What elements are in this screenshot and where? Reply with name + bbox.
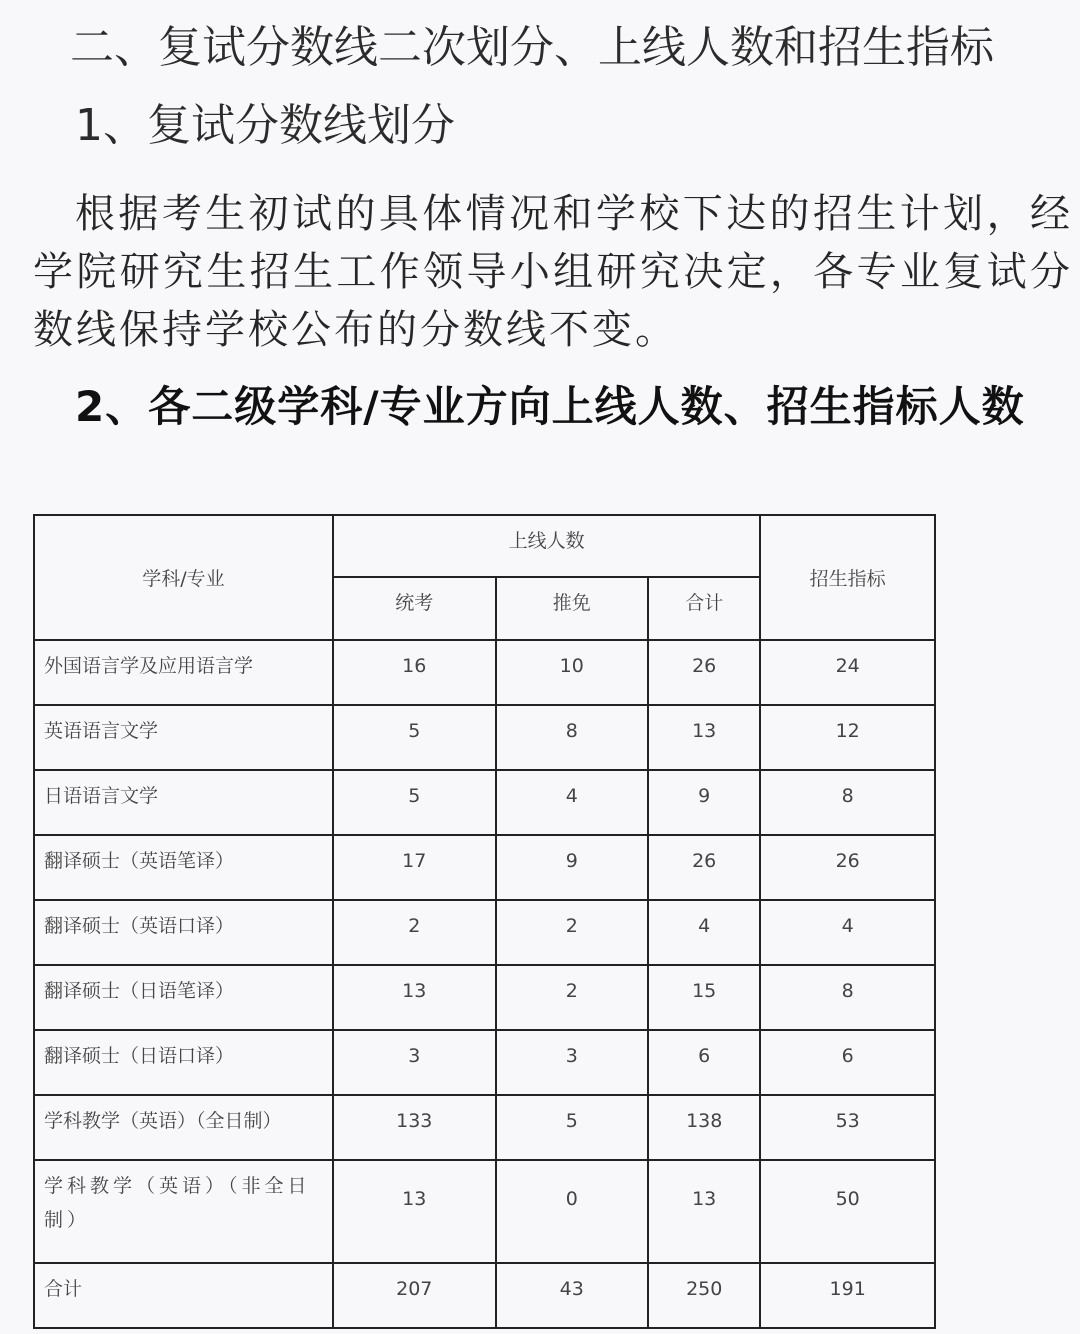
header-recommended: 推免 bbox=[496, 577, 649, 640]
table-row bbox=[34, 900, 935, 965]
table-row bbox=[34, 770, 935, 835]
row-unified: 207 bbox=[333, 1263, 496, 1328]
row-unified: 5 bbox=[333, 705, 496, 770]
row-total: 4 bbox=[648, 900, 760, 965]
row-unified: 3 bbox=[333, 1030, 496, 1095]
row-subject: 翻译硕士（英语笔译） bbox=[34, 835, 333, 900]
row-subject: 翻译硕士（日语笔译） bbox=[34, 965, 333, 1030]
row-quota: 191 bbox=[760, 1263, 935, 1328]
header-subject: 学科/专业 bbox=[34, 515, 333, 640]
row-quota: 50 bbox=[760, 1160, 935, 1263]
row-recommended: 3 bbox=[496, 1030, 649, 1095]
section2-title: 2、各二级学科/专业方向上线人数、招生指标人数 bbox=[75, 382, 1025, 431]
table-row bbox=[34, 640, 935, 705]
row-subject: 英语语言文学 bbox=[34, 705, 333, 770]
row-total: 250 bbox=[648, 1263, 760, 1328]
table-row bbox=[34, 705, 935, 770]
row-subject: 学科教学（英语）（全日制） bbox=[34, 1095, 333, 1160]
table-row bbox=[34, 965, 935, 1030]
header-quota: 招生指标 bbox=[760, 515, 935, 640]
row-unified: 2 bbox=[333, 900, 496, 965]
row-recommended: 4 bbox=[496, 770, 649, 835]
row-quota: 26 bbox=[760, 835, 935, 900]
row-recommended: 9 bbox=[496, 835, 649, 900]
row-total: 15 bbox=[648, 965, 760, 1030]
table-row bbox=[34, 1095, 935, 1160]
row-recommended: 10 bbox=[496, 640, 649, 705]
table-row bbox=[34, 1160, 935, 1263]
table-row bbox=[34, 835, 935, 900]
row-subject: 翻译硕士（日语口译） bbox=[34, 1030, 333, 1095]
row-quota: 24 bbox=[760, 640, 935, 705]
row-quota: 53 bbox=[760, 1095, 935, 1160]
row-total: 13 bbox=[648, 705, 760, 770]
row-unified: 13 bbox=[333, 965, 496, 1030]
row-subject: 外国语言学及应用语言学 bbox=[34, 640, 333, 705]
row-quota: 6 bbox=[760, 1030, 935, 1095]
row-subject: 日语语言文学 bbox=[34, 770, 333, 835]
row-recommended: 5 bbox=[496, 1095, 649, 1160]
section1-title: 1、复试分数线划分 bbox=[75, 100, 455, 151]
row-unified: 16 bbox=[333, 640, 496, 705]
row-total: 6 bbox=[648, 1030, 760, 1095]
table-row-total bbox=[34, 1263, 935, 1328]
row-quota: 12 bbox=[760, 705, 935, 770]
admission-table bbox=[33, 514, 936, 1329]
row-subject: 合计 bbox=[34, 1263, 333, 1328]
row-total: 138 bbox=[648, 1095, 760, 1160]
main-heading: 二、复试分数线二次划分、上线人数和招生指标 bbox=[70, 22, 994, 73]
row-recommended: 8 bbox=[496, 705, 649, 770]
row-unified: 133 bbox=[333, 1095, 496, 1160]
row-total: 26 bbox=[648, 835, 760, 900]
table-row bbox=[34, 1030, 935, 1095]
row-unified: 17 bbox=[333, 835, 496, 900]
row-quota: 8 bbox=[760, 965, 935, 1030]
header-subtotal: 合计 bbox=[648, 577, 760, 640]
row-subject: 学科教学（英语）（非全日制） bbox=[34, 1160, 333, 1263]
row-recommended: 43 bbox=[496, 1263, 649, 1328]
row-total: 9 bbox=[648, 770, 760, 835]
row-recommended: 2 bbox=[496, 965, 649, 1030]
header-unified-exam: 统考 bbox=[333, 577, 496, 640]
row-unified: 5 bbox=[333, 770, 496, 835]
row-recommended: 2 bbox=[496, 900, 649, 965]
row-total: 13 bbox=[648, 1160, 760, 1263]
row-quota: 8 bbox=[760, 770, 935, 835]
row-quota: 4 bbox=[760, 900, 935, 965]
row-unified: 13 bbox=[333, 1160, 496, 1263]
row-recommended: 0 bbox=[496, 1160, 649, 1263]
row-subject: 翻译硕士（英语口译） bbox=[34, 900, 333, 965]
row-total: 26 bbox=[648, 640, 760, 705]
header-qualified-group: 上线人数 bbox=[333, 515, 760, 577]
section1-paragraph: 根据考生初试的具体情况和学校下达的招生计划，经学院研究生招生工作领导小组研究决定，各专业复试分数线保持学校公布的分数线不变。 bbox=[33, 191, 1073, 353]
